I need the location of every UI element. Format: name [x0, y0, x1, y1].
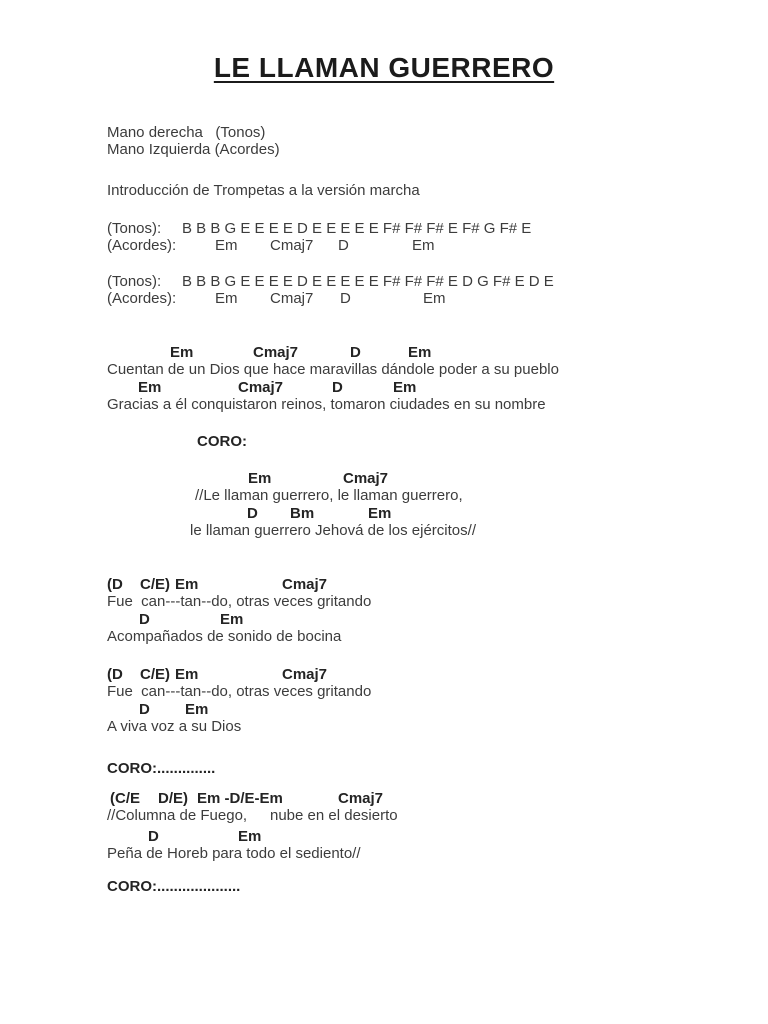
- coro-chords-2: [0, 505, 768, 523]
- chord-segment: (D: [107, 666, 123, 683]
- label-segment: CORO:: [197, 433, 247, 450]
- coro-lyric-2: [0, 522, 768, 540]
- chord-segment: Cmaj7: [343, 470, 389, 487]
- chord-segment: Em: [220, 611, 244, 628]
- lyric-segment: Fue can---tan--do, otras veces gritando: [107, 683, 372, 700]
- coro-label: [0, 433, 768, 451]
- chord-segment: Cmaj7: [270, 237, 314, 254]
- notes-segment: B B B G E E E E D E E E E E F# F# F# E F# G F# E: [182, 220, 532, 237]
- lyric-segment: Cuentan de un Dios que hace maravillas dándole poder a su pueblo: [107, 361, 559, 378]
- coro-chords-1: [0, 470, 768, 488]
- lyric-segment: Peña de Horeb para todo el sediento//: [107, 845, 361, 862]
- chord-segment: Cmaj7: [238, 379, 284, 396]
- verse1-lyric-2: [0, 396, 768, 414]
- chord-segment: Em: [412, 237, 435, 254]
- lyric-segment: nube en el desierto: [270, 807, 398, 824]
- chord-segment: C/E): [140, 576, 170, 593]
- chord-segment: D: [350, 344, 361, 361]
- lyric-segment: //Le llaman guerrero, le llaman guerrero,: [195, 487, 463, 504]
- chord-segment: Em: [175, 576, 199, 593]
- chord-segment: Em: [215, 237, 238, 254]
- intro-tonos-2: [0, 273, 768, 291]
- verse2-lyric-1: [0, 593, 768, 611]
- label-segment: (Acordes):: [107, 237, 177, 254]
- verse4-lyric-2: [0, 845, 768, 863]
- document-title: LE LLAMAN GUERRERO: [213, 52, 555, 83]
- label-segment: CORO:..............: [107, 760, 216, 777]
- chord-segment: Em: [408, 344, 432, 361]
- chord-segment: C/E): [140, 666, 170, 683]
- chord-segment: (D: [107, 576, 123, 593]
- label-segment: (Tonos):: [107, 273, 162, 290]
- label-segment: (Acordes):: [107, 290, 177, 307]
- chord-segment: D/E): [158, 790, 188, 807]
- label-segment: (Tonos):: [107, 220, 162, 237]
- hand-note-tonos: [0, 124, 768, 142]
- chord-segment: Bm: [290, 505, 315, 522]
- verse3-chords-2: [0, 701, 768, 719]
- chord-segment: Em: [248, 470, 272, 487]
- lyric-segment: Acompañados de sonido de bocina: [107, 628, 342, 645]
- chord-segment: D: [338, 237, 349, 254]
- verse1-lyric-1: [0, 361, 768, 379]
- chord-segment: D: [139, 701, 150, 718]
- coro-lyric-1: [0, 487, 768, 505]
- chord-segment: Em: [368, 505, 392, 522]
- verse4-lyric-1: [0, 807, 768, 825]
- chord-segment: D: [332, 379, 343, 396]
- chord-segment: Em: [423, 290, 446, 307]
- verse3-lyric-2: [0, 718, 768, 736]
- intro-heading: [0, 182, 768, 200]
- chord-segment: Em -D/E-Em: [197, 790, 283, 807]
- coro-repeat-2: [0, 878, 768, 896]
- chord-segment: Em: [215, 290, 238, 307]
- label-segment: Mano derecha (Tonos): [107, 124, 266, 141]
- lyric-segment: Fue can---tan--do, otras veces gritando: [107, 593, 372, 610]
- lyric-segment: Gracias a él conquistaron reinos, tomaron ciudades en su nombre: [107, 396, 546, 413]
- verse2-chords-2: [0, 611, 768, 629]
- verse1-chords-1: [0, 344, 768, 362]
- label-segment: CORO:....................: [107, 878, 241, 895]
- intro-tonos-1: [0, 220, 768, 238]
- verse2-chords-1: [0, 576, 768, 594]
- coro-repeat-1: [0, 760, 768, 778]
- notes-segment: B B B G E E E E D E E E E E F# F# F# E D G F# E D E: [182, 273, 554, 290]
- chord-segment: Cmaj7: [270, 290, 314, 307]
- intro-acordes-1: [0, 237, 768, 255]
- label-segment: Introducción de Trompetas a la versión marcha: [107, 182, 420, 199]
- chord-segment: (C/E: [110, 790, 140, 807]
- chord-segment: Em: [170, 344, 194, 361]
- chord-segment: Em: [238, 828, 262, 845]
- chord-segment: Cmaj7: [338, 790, 384, 807]
- chord-segment: D: [148, 828, 159, 845]
- lyric-segment: //Columna de Fuego,: [107, 807, 248, 824]
- chord-segment: Em: [393, 379, 417, 396]
- chord-segment: Em: [185, 701, 209, 718]
- chord-segment: D: [247, 505, 258, 522]
- chord-segment: Cmaj7: [253, 344, 299, 361]
- verse3-lyric-1: [0, 683, 768, 701]
- chord-segment: Em: [175, 666, 199, 683]
- chord-segment: D: [139, 611, 150, 628]
- intro-acordes-2: [0, 290, 768, 308]
- chord-segment: Cmaj7: [282, 576, 328, 593]
- hand-note-acordes: [0, 141, 768, 159]
- chord-segment: Cmaj7: [282, 666, 328, 683]
- chord-segment: Em: [138, 379, 162, 396]
- chord-segment: D: [340, 290, 351, 307]
- lyric-segment: le llaman guerrero Jehová de los ejércitos//: [190, 522, 476, 539]
- lyric-segment: A viva voz a su Dios: [107, 718, 242, 735]
- verse4-chords-1: [0, 790, 768, 808]
- verse1-chords-2: [0, 379, 768, 397]
- verse4-chords-2: [0, 828, 768, 846]
- verse2-lyric-2: [0, 628, 768, 646]
- verse3-chords-1: [0, 666, 768, 684]
- label-segment: Mano Izquierda (Acordes): [107, 141, 280, 158]
